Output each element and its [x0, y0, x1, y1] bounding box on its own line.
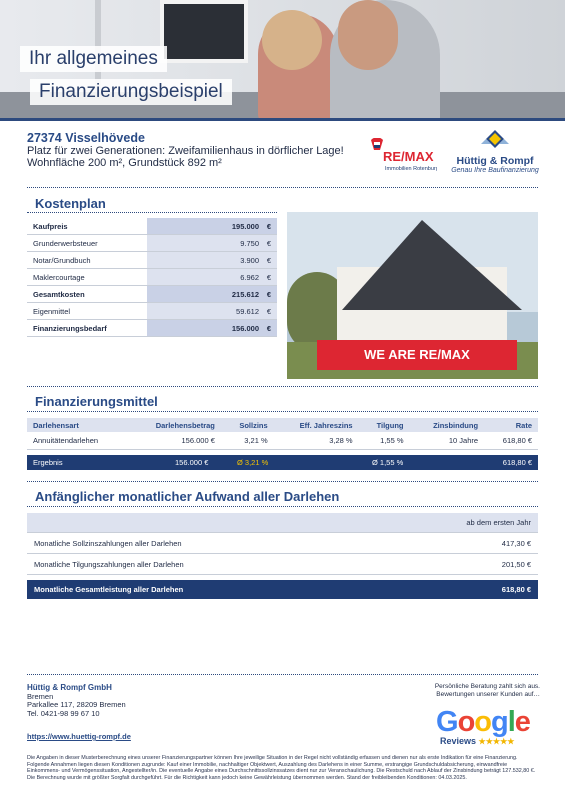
reviews-note — [420, 683, 540, 699]
table-row — [27, 554, 538, 575]
monatlich-header: ab dem ersten Jahr — [372, 513, 538, 533]
table-row — [27, 286, 277, 303]
property-info — [27, 132, 344, 170]
table-row — [27, 432, 538, 450]
wall-picture — [160, 0, 248, 63]
cost-amount: 9.750 — [240, 238, 259, 248]
table-row — [27, 269, 277, 286]
row-label: Monatliche Sollzinszahlungen aller Darlehen — [27, 533, 372, 554]
company-name: Hüttig & Rompf GmbH — [27, 683, 112, 692]
table-row — [27, 235, 277, 252]
gesamtleistung-bar — [27, 580, 538, 599]
monatlich-title: Anfänglicher monatlicher Aufwand aller Darlehen — [35, 489, 340, 504]
currency: € — [266, 323, 271, 333]
finanzierungsmittel-table — [27, 418, 538, 450]
divider — [27, 187, 538, 188]
cost-amount: 59.612 — [236, 306, 259, 316]
hero-title-line1: Ihr allgemeines — [20, 46, 167, 72]
cost-label: Maklercourtage — [27, 269, 147, 286]
reviews-label: Reviews — [440, 736, 477, 746]
table-cell: 618,80 € — [484, 432, 538, 450]
column-header: Sollzins — [221, 418, 274, 432]
table-cell: 1,55 % — [359, 432, 410, 450]
property-photo — [287, 212, 538, 379]
huettig-rompf-logo — [450, 130, 540, 178]
kostenplan-title: Kostenplan — [35, 196, 106, 211]
gesamtleistung-value: 618,80 € — [501, 585, 531, 594]
google-logo: Google — [436, 706, 530, 738]
row-value: 201,50 € — [372, 554, 538, 575]
remax-logo — [365, 138, 437, 174]
column-header: Darlehensbetrag — [128, 418, 221, 432]
hr-logo-slogan: Genau Ihre Baufinanzierung — [451, 167, 539, 174]
hero-image — [0, 0, 565, 118]
cost-label: Notar/Grundbuch — [27, 252, 147, 269]
currency: € — [266, 306, 271, 316]
cost-amount: 3.900 — [240, 255, 259, 265]
cost-label: Grunderwerbsteuer — [27, 235, 147, 252]
woman-head — [262, 10, 322, 70]
divider — [27, 386, 538, 387]
column-header: Zinsbindung — [410, 418, 485, 432]
column-header: Eff. Jahreszins — [274, 418, 359, 432]
table-cell: 3,28 % — [274, 432, 359, 450]
monatlich-table — [27, 513, 538, 575]
currency: € — [266, 255, 271, 265]
table-row — [27, 320, 277, 337]
ergebnis-tilgung-avg: Ø 1,55 % — [372, 458, 404, 467]
cost-value — [147, 235, 277, 252]
property-headline: Platz für zwei Generationen: Zweifamilienhaus in dörflicher Lage! — [27, 144, 344, 157]
currency: € — [266, 221, 271, 231]
kostenplan-table — [27, 218, 277, 337]
cost-amount: 215.612 — [231, 289, 259, 299]
table-row — [27, 218, 277, 235]
stars-icon: ★★★★★ — [478, 737, 515, 746]
divider — [27, 411, 538, 412]
divider — [27, 212, 277, 213]
cost-amount: 6.962 — [240, 272, 259, 282]
divider — [27, 506, 538, 507]
ergebnis-label: Ergebnis — [33, 458, 63, 467]
table-row — [27, 252, 277, 269]
hero-divider — [0, 118, 565, 121]
table-cell: 10 Jahre — [410, 432, 485, 450]
ergebnis-bar — [27, 455, 538, 470]
company-street: Parkallee 117, 28209 Bremen — [27, 700, 126, 709]
cost-value — [147, 303, 277, 320]
company-phone: Tel. 0421-98 99 67 10 — [27, 708, 100, 718]
cost-value — [147, 286, 277, 303]
currency: € — [266, 238, 271, 248]
finanzierungsmittel-title: Finanzierungsmittel — [35, 394, 158, 409]
table-cell: Annuitätendarlehen — [27, 432, 128, 450]
house-roof — [342, 220, 522, 310]
table-row — [27, 303, 277, 320]
divider — [27, 674, 538, 675]
ergebnis-sollzins-avg: Ø 3,21 % — [237, 458, 269, 467]
cost-amount: 156.000 — [231, 323, 259, 333]
row-label: Monatliche Tilgungszahlungen aller Darlehen — [27, 554, 372, 575]
currency: € — [266, 289, 271, 299]
divider — [27, 481, 538, 482]
cost-value — [147, 218, 277, 235]
hero-title-line2: Finanzierungsbeispiel — [30, 79, 232, 105]
cost-value — [147, 269, 277, 286]
man-head — [338, 0, 398, 70]
cost-amount: 195.000 — [231, 221, 259, 231]
advice-text: Persönliche Beratung zahlt sich aus. — [434, 683, 540, 690]
currency: € — [266, 272, 271, 282]
cost-value — [147, 320, 277, 337]
property-sizes: Wohnfläche 200 m², Grundstück 892 m² — [27, 157, 222, 169]
company-website-link[interactable]: https://www.huettig-rompf.de — [27, 732, 131, 741]
company-city: Bremen — [27, 691, 54, 701]
column-header: Rate — [484, 418, 538, 432]
ergebnis-amount: 156.000 € — [175, 458, 209, 467]
table-row — [27, 533, 538, 554]
cost-value — [147, 252, 277, 269]
reviews-text: Bewertungen unserer Kunden auf… — [436, 691, 540, 698]
remax-banner: WE ARE RE/MAX — [317, 340, 517, 370]
cost-label: Eigenmittel — [27, 303, 147, 320]
ergebnis-rate: 618,80 € — [502, 458, 532, 467]
cost-label: Gesamtkosten — [27, 286, 147, 303]
property-location: 27374 Visselhövede — [27, 131, 145, 145]
google-reviews — [440, 736, 514, 746]
table-cell: 156.000 € — [128, 432, 221, 450]
column-header: Tilgung — [359, 418, 410, 432]
remax-text: RE/MAX — [383, 149, 434, 164]
diamond-icon — [478, 130, 512, 148]
company-contact — [27, 683, 131, 741]
remax-subtext: Immobilien Rotenburg — [385, 166, 437, 172]
hr-logo-name: Hüttig & Rompf — [456, 155, 534, 167]
row-value: 417,30 € — [372, 533, 538, 554]
cost-label: Finanzierungsbedarf — [27, 320, 147, 337]
disclaimer: Die Angaben in dieser Musterberechnung eines unserer Finanzierungspartner können Ihre jeweilige Situation in der Regel nicht vollständig erfassen und dienen nur als erste Indikation für eine Finanzierung. Folgende Annahmen liegen diesen Konditionen zugrunde: Kauf einer Immobilie, nachhaltiger Objektwert, Auszahlung des Darlehens in einer Summe, erstrangige Grundschuldabsicherung, einwandfreie Einkommens- und Vermögenssituation, Angestellter/in. Die eventuelle Angabe eines Durchschnittssollzinssatzes dient nur zur Veranschaulichung. Die Restschuld nach Ablauf der Zinsbindung beträgt 127.532,80 €. Die Berechnung wurde mit größter Sorgfalt durchgeführt. Für die Richtigkeit kann jedoch keine Gewährleistung übernommen werden. Stand der freibleibenden Konditionen: 04.03.2025. — [27, 755, 536, 782]
column-header: Darlehensart — [27, 418, 128, 432]
table-cell: 3,21 % — [221, 432, 274, 450]
gesamtleistung-label: Monatliche Gesamtleistung aller Darlehen — [34, 585, 184, 594]
cost-label: Kaufpreis — [27, 218, 147, 235]
